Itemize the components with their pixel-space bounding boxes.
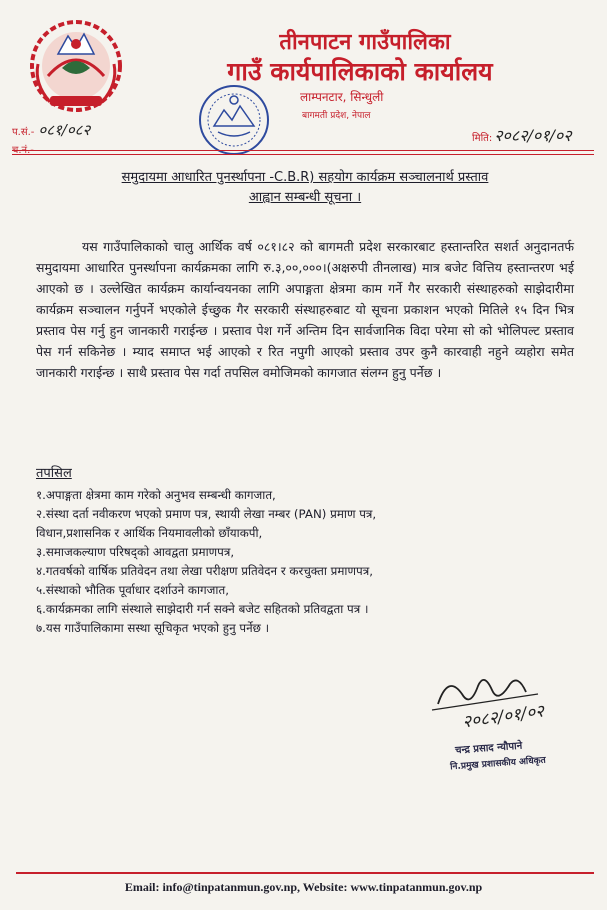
date-value: २०८२/०१/०२ <box>494 126 572 145</box>
signature-date: २०८२/०१/०२ <box>461 701 546 733</box>
subject-line-2: आह्वान सम्बन्धी सूचना । <box>248 190 362 205</box>
municipality-name: तीनपाटन गाउँपालिका <box>279 30 451 55</box>
notice-body <box>36 236 574 383</box>
requirements-list <box>36 486 576 638</box>
date-label: मिति: <box>472 133 493 144</box>
address-line-2: बागमती प्रदेश, नेपाल <box>302 111 371 121</box>
nepal-emblem-icon <box>28 14 124 118</box>
dispatch-number-label: च.नं.- <box>12 145 34 156</box>
notice-subject <box>40 168 570 208</box>
letter-number-label: प.सं.- <box>12 127 35 138</box>
list-item: विधान,प्रशासनिक र आर्थिक नियमावलीको छाँयाकपी, <box>36 526 263 540</box>
footer-contact: Email: info@tinpatanmun.gov.np, Website: www.tinpatanmun.gov.np <box>124 880 483 894</box>
municipal-seal-icon <box>196 82 272 158</box>
office-name: गाउँ कार्यपालिकाको कार्यालय <box>227 57 493 86</box>
letter-number-value: ०८१/०८२ <box>38 121 91 139</box>
list-item: ३.समाजकल्याण परिषद्को आवद्वता प्रमाणपत्र, <box>36 545 235 559</box>
letterhead-divider-thin <box>12 154 594 155</box>
list-item: २.संस्था दर्ता नवीकरण भएको प्रमाण पत्र, स्थायी लेखा नम्बर (PAN) प्रमाण पत्र, <box>36 507 377 521</box>
list-item: ६.कार्यक्रमका लागि संस्थाले साझेदारी गर्न सक्ने बजेट सहितको प्रतिवद्वता पत्र । <box>36 602 369 616</box>
notice-body-text: यस गाउँपालिकाको चालु आर्थिक वर्ष ०८१।८२ को बागमती प्रदेश सरकारबाट हस्तान्तरित सशर्त अनुदानतर्फ समुदायमा आधारित पुनर्स्थापना कार्यक्रमका लागि रु.३,००,०००।(अक्षरुपी तीनलाख) मात्र बजेट वित्तिय हस्तान्तरण भई आएको छ । उल्लेखित कार्यक्रम कार्यान्वयनका लागि अपाङ्गता क्षेत्रमा काम गर्ने गैर सरकारी संस्थाहरुको साझेदारीमा कार्यक्रम सञ्चालन गर्नुपर्ने भएकोले ईच्छुक गैर सरकारी संस्थाहरुबाट यो सूचना प्रकाशन भएको मितिले १५ दिन भित्र प्रस्ताव पेस गर्नु हुन जानकारी गराईन्छ । प्रस्ताव पेश गर्ने अन्तिम दिन सार्वजानिक विदा परेमा सो को भोलिपल्ट प्रस्ताव पेस गर्न सकिनेछ । म्याद समाप्त भई आएको र रित नपुगी आएको प्रस्ताव उपर कुनै कारवाही नहुने व्यहोरा समेत जानकारी गराईन्छ । साथै प्रस्ताव पेस गर्दा तपसिल वमोजिमको कागजात संलग्न हुनु पर्नेछ । <box>36 239 574 380</box>
letter-number <box>12 120 90 140</box>
letterhead-divider <box>12 150 594 151</box>
address-line-1: लाम्पनटार, सिन्धुली <box>300 90 384 104</box>
tapasil-heading: तपसिल <box>36 466 72 481</box>
signer-name: चन्द्र प्रसाद न्यौपाने <box>454 740 523 757</box>
subject-line-1: समुदायमा आधारित पुनर्स्थापना -C.B.R) सहयोग कार्यक्रम सञ्चालनार्थ प्रस्ताव <box>121 170 489 185</box>
list-item: ५.संस्थाको भौतिक पूर्वाधार दर्शाउने कागजात, <box>36 583 229 597</box>
list-item: ७.यस गाउँपालिकामा सस्था सूचिकृत भएको हुनु पर्नेछ । <box>36 621 270 635</box>
signer-title: नि.प्रमुख प्रशासकीय अधिकृत <box>449 755 547 773</box>
footer-divider <box>16 872 594 874</box>
letter-date <box>472 124 572 146</box>
list-item: १.अपाङ्गता क्षेत्रमा काम गरेको अनुभव सम्बन्धी कागजात, <box>36 488 276 502</box>
list-item: ४.गतवर्षको वार्षिक प्रतिवेदन तथा लेखा परीक्षण प्रतिवेदन र करचुक्ता प्रमाणपत्र, <box>36 564 373 578</box>
